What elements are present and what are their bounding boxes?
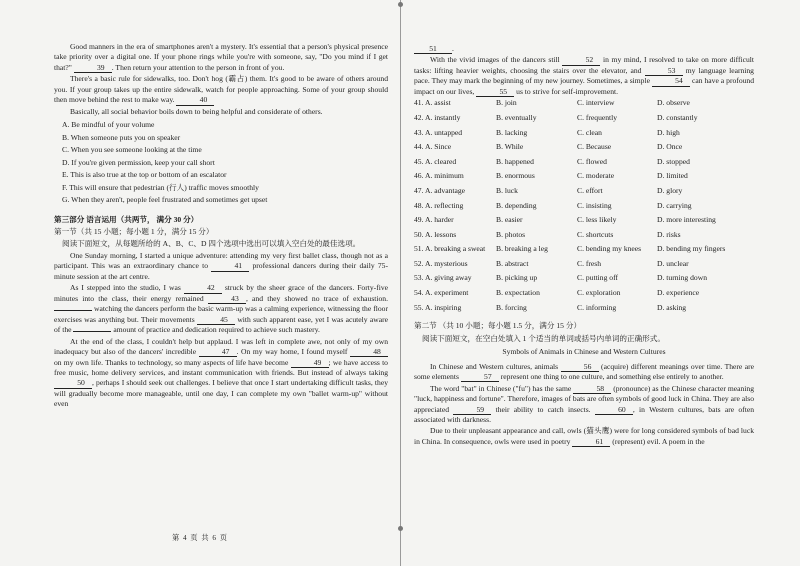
choice-option[interactable]: C. Because xyxy=(577,142,612,152)
passage-paragraph: Good manners in the era of smartphones aren't a mystery. It's essential that a person's physical presence take priority over a digital one. If your phone rings while you're with someone, say, "Do you mind if I get that?" 39 . Then return your attention to the person in front of you. xyxy=(54,42,388,72)
right-column xyxy=(414,44,754,448)
choice-row xyxy=(414,230,754,245)
question-option-a[interactable]: 41. A. assist xyxy=(414,98,451,108)
choice-option[interactable]: B. enormous xyxy=(496,171,535,181)
passage-paragraph: 51 . xyxy=(414,44,754,54)
option-item: A. Be mindful of your volume xyxy=(62,120,155,130)
choice-option[interactable]: D. turning down xyxy=(657,273,707,283)
question-option-a[interactable]: 52. A. mysterious xyxy=(414,258,468,268)
seven-choice-options xyxy=(62,119,388,206)
choice-option[interactable]: D. more interesting xyxy=(657,215,716,225)
answer-blank-57[interactable]: 57 xyxy=(461,373,499,382)
choice-option[interactable]: D. limited xyxy=(657,171,688,181)
choice-option[interactable]: C. frequently xyxy=(577,112,618,122)
answer-blank-59[interactable]: 59 xyxy=(453,406,491,415)
choice-option[interactable]: C. flowed xyxy=(577,156,607,166)
left-column xyxy=(54,42,388,411)
question-option-a[interactable]: 51. A. breaking a sweat xyxy=(414,244,486,254)
choice-row xyxy=(414,303,754,318)
choice-option[interactable]: C. effort xyxy=(577,185,603,195)
choice-row xyxy=(414,171,754,186)
answer-blank-49[interactable]: 49 xyxy=(291,359,329,368)
question-option-a[interactable]: 48. A. reflecting xyxy=(414,200,464,210)
choice-option[interactable]: D. bending my fingers xyxy=(657,244,726,254)
choice-option[interactable]: C. less likely xyxy=(577,215,617,225)
instructions: 阅读下面短文，在空白处填入 1 个适当的单词或括号内单词的正确形式。 xyxy=(422,333,665,343)
question-option-a[interactable]: 54. A. experiment xyxy=(414,288,469,298)
choice-row xyxy=(414,215,754,230)
question-option-a[interactable]: 53. A. giving away xyxy=(414,273,472,283)
answer-blank-40[interactable]: 40 xyxy=(176,96,214,105)
answer-blank-56[interactable]: 56 xyxy=(561,363,599,372)
choice-option[interactable]: C. moderate xyxy=(577,171,615,181)
question-option-a[interactable]: 55. A. inspiring xyxy=(414,302,462,312)
passage-title: Symbols of Animals in Chinese and Western Cultures xyxy=(502,347,666,357)
option-item: C. When you see someone looking at the time xyxy=(62,145,202,155)
question-option-a[interactable]: 49. A. harder xyxy=(414,215,454,225)
answer-blank-44[interactable] xyxy=(54,310,92,311)
choice-row xyxy=(414,128,754,143)
passage-paragraph: Due to their unpleasant appearance and call, owls (猫头鹰) were for long considered symbols of bad luck in China. In consequence, owls were used in poetry 61 (represent) evil. A poem in the xyxy=(414,426,754,446)
subsection-heading: 第二节 （共 10 小题；每小题 1.5 分，满分 15 分） xyxy=(414,321,582,331)
answer-blank-61[interactable]: 61 xyxy=(572,438,610,447)
choice-option[interactable]: D. risks xyxy=(657,229,681,239)
choice-option[interactable]: B. breaking a leg xyxy=(496,244,548,254)
question-option-a[interactable]: 42. A. instantly xyxy=(414,112,461,122)
choice-option[interactable]: C. fresh xyxy=(577,258,602,268)
answer-blank-55[interactable]: 55 xyxy=(476,88,514,97)
answer-blank-54[interactable]: 54 xyxy=(652,77,690,86)
passage-paragraph: In Chinese and Western cultures, animals 56 (acquire) different meanings over time. There are some elements 57 represent one thing to one culture, and something else entirely to another. xyxy=(414,361,754,382)
passage-paragraph: The word "bat" in Chinese ("fu") has the same 58 (pronounce) as the Chinese character meaning "luck, happiness and fortune". Therefore, images of bats are often symbols of good luck in China. They are also appreciated 59 their ability to catch insects. 60 , in Western cultures, bats are often associated with darkness. xyxy=(414,383,754,424)
answer-blank-43[interactable]: 43 xyxy=(208,295,246,304)
passage-paragraph: With the vivid images of the dancers still 52 in my mind, I resolved to take on more difficult tasks: lifting heavier weights, choosing the stairs over the elevator, and 53 my language learning pace. They may mark the beginning of my new journey. Sometimes, a simple 54 can have a profound impact on our lives, 55 us to strive for self-improvement. xyxy=(414,55,755,96)
question-option-a[interactable]: 46. A. minimum xyxy=(414,171,464,181)
page-footer: 第 4 页 共 6 页 xyxy=(172,534,228,542)
multiple-choice-table xyxy=(414,98,754,317)
choice-row xyxy=(414,259,754,274)
answer-blank-42[interactable]: 42 xyxy=(184,284,222,293)
answer-blank-48[interactable]: 48 xyxy=(350,348,388,357)
option-item: D. If you're given permission, keep your call short xyxy=(62,157,215,167)
choice-option[interactable]: D. unclear xyxy=(657,258,689,268)
choice-option[interactable]: C. clean xyxy=(577,127,602,137)
choice-row xyxy=(414,273,754,288)
choice-option[interactable]: B. expectation xyxy=(496,288,540,298)
answer-blank-53[interactable]: 53 xyxy=(645,67,683,76)
choice-row xyxy=(414,98,754,113)
option-item: B. When someone puts you on speaker xyxy=(62,132,181,142)
choice-row xyxy=(414,142,754,157)
binder-hole xyxy=(398,526,403,531)
choice-option[interactable]: B. easier xyxy=(496,215,523,225)
choice-option[interactable]: C. shortcuts xyxy=(577,229,614,239)
answer-blank-52[interactable]: 52 xyxy=(562,56,600,65)
choice-option[interactable]: C. putting off xyxy=(577,273,618,283)
choice-option[interactable]: B. join xyxy=(496,98,517,108)
answer-blank-47[interactable]: 47 xyxy=(199,348,237,357)
question-option-a[interactable]: 50. A. lessons xyxy=(414,229,457,239)
choice-option[interactable]: B. eventually xyxy=(496,112,537,122)
choice-option[interactable]: D. observe xyxy=(657,98,690,108)
column-divider xyxy=(400,0,401,566)
question-option-a[interactable]: 44. A. Since xyxy=(414,142,452,152)
question-option-a[interactable]: 47. A. advantage xyxy=(414,185,466,195)
choice-option[interactable]: B. While xyxy=(496,142,524,152)
subsection-heading: 第一节（共 15 小题；每小题 1 分，满分 15 分） xyxy=(54,226,214,236)
answer-blank-58[interactable]: 58 xyxy=(573,385,611,394)
choice-row xyxy=(414,186,754,201)
choice-option[interactable]: D. carrying xyxy=(657,200,692,210)
choice-option[interactable]: B. happened xyxy=(496,156,534,166)
choice-option[interactable]: D. experience xyxy=(657,288,700,298)
choice-option[interactable]: C. interview xyxy=(577,98,615,108)
choice-option[interactable]: B. picking up xyxy=(496,273,538,283)
choice-option[interactable]: B. luck xyxy=(496,185,518,195)
passage-paragraph: One Sunday morning, I started a unique adventure: attending my very first ballet class, though not as a participant. This was an extraordinary chance to 41 professional dancers during their daily 75-minute session at the art centre. xyxy=(54,250,388,281)
answer-blank-39[interactable]: 39 xyxy=(74,64,112,73)
choice-option[interactable]: D. Once xyxy=(657,142,683,152)
choice-row xyxy=(414,201,754,216)
choice-option[interactable]: D. glory xyxy=(657,185,683,195)
choice-row xyxy=(414,113,754,128)
section-heading: 第三部分 语言运用（共两节， 满分 30 分） xyxy=(54,215,199,225)
choice-option[interactable]: C. informing xyxy=(577,302,617,312)
choice-row xyxy=(414,288,754,303)
choice-option[interactable]: B. forcing xyxy=(496,302,527,312)
option-item: E. This is also true at the top or bottom of an escalator xyxy=(62,170,227,180)
choice-option[interactable]: C. exploration xyxy=(577,288,621,298)
passage-paragraph: At the end of the class, I couldn't help but applaud. I was left in complete awe, not only of my own inadequacy but also of the dancers' incredible 47 . On my way home, I found myself 48 on my own life. Thanks to technology, so many aspects of life have become 49 ; we have access to free music, home delivery services, and instant communication with friends. But instead of always taking 50 , perhaps I should seek out challenges. I believe that once I start undertaking difficult tasks, they will gradually become more manageable, until one day, I can complete my own "ballet warm-up" without even xyxy=(54,336,388,409)
answer-blank-60[interactable]: 60 xyxy=(595,406,633,415)
answer-blank-41[interactable]: 41 xyxy=(211,262,249,271)
choice-option[interactable]: D. high xyxy=(657,127,680,137)
choice-option[interactable]: B. lacking xyxy=(496,127,528,137)
answer-blank-50[interactable]: 50 xyxy=(54,379,92,388)
answer-blank-51[interactable]: 51 xyxy=(414,45,452,54)
option-item: F. This will ensure that pedestrian (行人) traffic moves smoothly xyxy=(62,182,259,192)
choice-option[interactable]: D. constantly xyxy=(657,112,698,122)
passage-paragraph: As I stepped into the studio, I was 42 struck by the sheer grace of the dancers. Forty-five minutes into the class, their energy remained 43 , and they showed no trace of exhaustion. watching the dancers perform the basic warm-up was a calming experience, witnessing the floor exercises was anything but. Their movements 45 with such apparent ease, yet I was acutely aware of the amount of practice and dedication required to achieve such mastery. xyxy=(54,283,388,335)
question-option-a[interactable]: 45. A. cleared xyxy=(414,156,457,166)
choice-option[interactable]: D. stopped xyxy=(657,156,690,166)
choice-option[interactable]: B. photos xyxy=(496,229,526,239)
choice-row xyxy=(414,244,754,259)
answer-blank-45[interactable]: 45 xyxy=(197,316,235,325)
instructions: 阅读下面短文，从每题所给的 A、B、C、D 四个选项中选出可以填入空白处的最佳选项。 xyxy=(62,239,361,249)
choice-row xyxy=(414,157,754,172)
choice-option[interactable]: B. depending xyxy=(496,200,537,210)
passage-paragraph: There's a basic rule for sidewalks, too. Don't hog (霸占) them. It's good to be aware of others around you. If your group takes up the entire sidewalk, watch for people approaching. Some of your group should then move behind the rest to make way. 40 xyxy=(54,74,388,105)
passage-paragraph: Basically, all social behavior boils down to being helpful and considerate of others. xyxy=(70,106,323,116)
question-option-a[interactable]: 43. A. untapped xyxy=(414,127,463,137)
choice-option[interactable]: C. insisting xyxy=(577,200,612,210)
answer-blank-46[interactable] xyxy=(73,331,111,332)
choice-option[interactable]: D. asking xyxy=(657,302,687,312)
binder-hole xyxy=(398,2,403,7)
choice-option[interactable]: B. abstract xyxy=(496,258,529,268)
choice-option[interactable]: C. bending my knees xyxy=(577,244,642,254)
option-item: G. When they aren't, people feel frustrated and sometimes get upset xyxy=(62,195,268,204)
